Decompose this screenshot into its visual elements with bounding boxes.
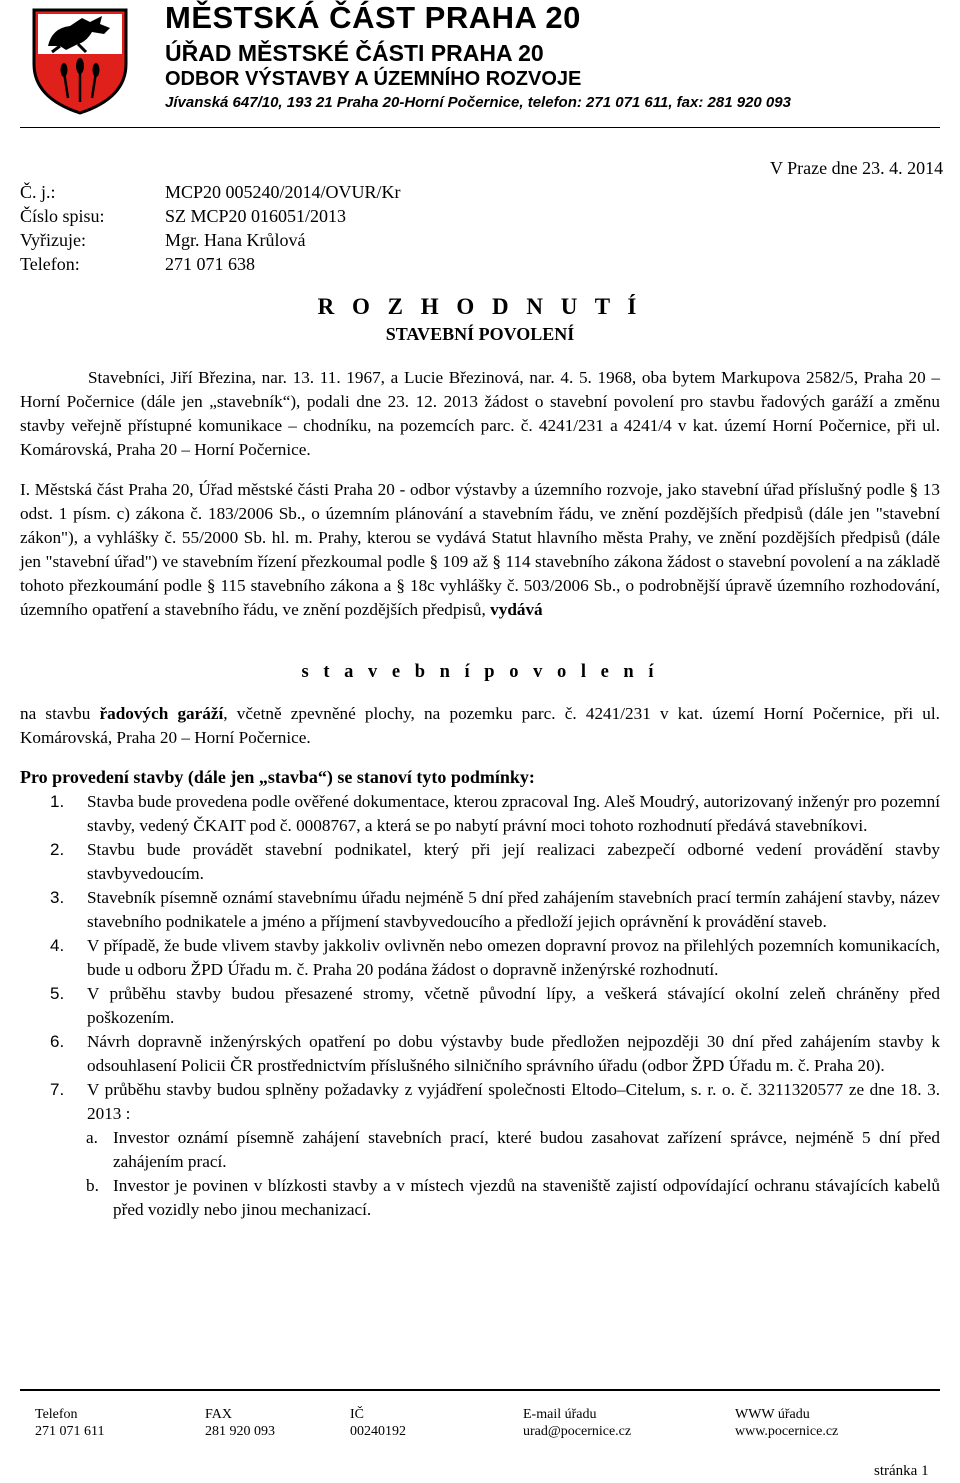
footer-email-value[interactable]: urad@pocernice.cz [523, 1424, 632, 1439]
condition-number: 3. [50, 888, 65, 907]
footer-phone [35, 1406, 104, 1440]
file-number-value: SZ MCP20 016051/2013 [165, 206, 347, 226]
permit-subject-bold: řadových garáží [99, 704, 224, 723]
intro-paragraph [20, 366, 940, 462]
sub-condition-letter: a. [86, 1128, 98, 1147]
permit-subject-lead: na stavbu [20, 704, 91, 723]
condition-item [20, 982, 940, 1030]
condition-item [20, 838, 940, 886]
page-number: stránka 1 [874, 1463, 929, 1479]
header-office: ÚŘAD MĚSTSKÉ ČÁSTI PRAHA 20 [165, 40, 544, 66]
document-date: V Praze dne 23. 4. 2014 [770, 158, 944, 178]
condition-text: Návrh dopravně inženýrských opatření po dobu výstavby bude předložen nejpozději 30 dní před zahájením stavby k odsouhlasení Policii ČR prostřednictvím příslušného silničního správního úřadu (odbor ŽPD Úřadu m. č. Praha 20). [87, 1032, 940, 1075]
permit-title: s t a v e b n í p o v o l e n í [301, 662, 659, 682]
footer-fax-label: FAX [205, 1407, 232, 1422]
condition-item [20, 1030, 940, 1078]
phone-label: Telefon: [20, 254, 80, 274]
condition-text: V průběhu stavby budou přesazené stromy, včetně původní lípy, a veškerá stávající okolní zeleň chráněny před poškozením. [87, 984, 940, 1027]
sub-condition-item [20, 1174, 940, 1222]
footer-ico-label: IČ [350, 1407, 364, 1422]
header-department: ODBOR VÝSTAVBY A ÚZEMNÍHO ROZVOJE [165, 68, 582, 90]
sub-condition-letter: b. [86, 1176, 99, 1195]
decision-title: R O Z H O D N U T Í [317, 294, 643, 319]
footer-phone-value: 271 071 611 [35, 1424, 105, 1439]
footer-web-label: WWW úřadu [735, 1407, 810, 1422]
ref-number-label: Č. j.: [20, 182, 56, 202]
footer-divider [20, 1389, 940, 1391]
phone-value: 271 071 638 [165, 254, 255, 274]
condition-text: Stavebník písemně oznámí stavebnímu úřadu nejméně 5 dní před zahájením stavebních prací termín zahájení stavby, název stavebního podnikatele a jméno a příjmení stavbyvedoucího a předloží jejich oprávnění k provádění staveb. [87, 888, 940, 931]
condition-text: V případě, že bude vlivem stavby jakkoliv ovlivněn nebo omezen dopravní provoz na přilehlých pozemních komunikacích, bude u odboru ŽPD Úřadu m. č. Praha 20 podána žádost o dopravně inženýrské rozhodnutí. [87, 936, 940, 979]
intro-text: Stavebníci, Jiří Březina, nar. 13. 11. 1967, a Lucie Březinová, nar. 4. 5. 1968, oba bytem Markupova 2582/5, Praha 20 – Horní Počernice (dále jen „stavebník“), podali dne 23. 12. 2013 žádost o stavební povolení pro stavbu řadových garáží a změnu stavby veřejně přístupné komunikace – chodníku, na pozemcích parc. č. 4241/231 a 4241/4 v kat. území Horní Počernice, při ul. Komárovská, Praha 20 – Horní Počernice. [20, 368, 940, 459]
header-address: Jívanská 647/10, 193 21 Praha 20-Horní Počernice, telefon: 271 071 611, fax: 281 920 093 [165, 94, 791, 111]
condition-number: 5. [50, 984, 65, 1003]
footer-fax-value: 281 920 093 [205, 1424, 275, 1439]
footer-phone-label: Telefon [35, 1407, 78, 1422]
section-one-verdict: vydává [490, 600, 543, 619]
footer-fax [205, 1406, 275, 1440]
footer-ico [350, 1406, 406, 1440]
condition-number: 4. [50, 936, 65, 955]
condition-item [20, 934, 940, 982]
footer-ico-value: 00240192 [350, 1424, 406, 1439]
condition-text: Stavba bude provedena podle ověřené dokumentace, kterou zpracoval Ing. Aleš Moudrý, autorizovaný inženýr pro pozemní stavby, vedený ČKAIT pod č. 0008767, a která se po nabytí právní moci tohoto rozhodnutí předává stavebníkovi. [87, 792, 940, 835]
section-one-text: I. Městská část Praha 20, Úřad městské části Praha 20 - odbor výstavby a územního rozvoje, jako stavební úřad příslušný podle § 13 odst. 1 písm. c) zákona č. 183/2006 Sb., o územním plánování a stavebním řádu, ve znění pozdějších předpisů (dále jen "stavební zákon"), a vyhlášky č. 55/2000 Sb. hl. m. Prahy, kterou se vydává Statut hlavního města Prahy, ve znění pozdějších předpisů (dále jen "stavební úřad") ve stavebním řízení přezkoumal podle § 109 až § 114 stavebního zákona žádost o stavební povolení a na základě tohoto přezkoumání podle § 115 stavebního zákona a § 18c vyhlášky č. 503/2006 Sb., o podrobnější úpravě územního rozhodování, územního opatření a stavebního řádu, ve znění pozdějších předpisů, [20, 480, 940, 619]
condition-number: 1. [50, 792, 65, 811]
footer-email-label: E-mail úřadu [523, 1407, 597, 1422]
footer-web [735, 1406, 838, 1440]
condition-number: 6. [50, 1032, 65, 1051]
municipal-coat-of-arms-logo [30, 6, 130, 116]
condition-item [20, 790, 940, 838]
header-title: MĚSTSKÁ ČÁST PRAHA 20 [165, 0, 581, 35]
condition-item [20, 886, 940, 934]
section-one-paragraph [20, 478, 940, 622]
footer-web-value[interactable]: www.pocernice.cz [735, 1424, 839, 1439]
sub-condition-text: Investor oznámí písemně zahájení stavebních prací, které budou zasahovat zařízení správce, nejméně 5 dní před zahájením prací. [113, 1128, 940, 1171]
condition-text: Stavbu bude provádět stavební podnikatel, který při její realizaci zabezpečí odborné vedení provádění stavby stavbyvedoucím. [87, 840, 940, 883]
permit-subject-rest: , včetně zpevněné plochy, na pozemku parc. č. 4241/231 v kat. území Horní Počernice, při ul. Komárovská, Praha 20 – Horní Počernice. [20, 704, 940, 747]
condition-text: V průběhu stavby budou splněny požadavky z vyjádření společnosti Eltodo–Citelum, s. r. o. č. 3211320577 ze dne 18. 3. 2013 : [87, 1080, 940, 1123]
sub-condition-item [20, 1126, 940, 1174]
permit-subject-paragraph [20, 702, 940, 750]
condition-number: 7. [50, 1080, 65, 1099]
handler-label: Vyřizuje: [20, 230, 86, 250]
conditions-heading: Pro provedení stavby (dále jen „stavba“) se stanoví tyto podmínky: [20, 767, 535, 787]
decision-subtitle: STAVEBNÍ POVOLENÍ [385, 324, 575, 344]
header-divider [20, 127, 940, 128]
conditions-list [20, 790, 940, 1222]
file-number-label: Číslo spisu: [20, 206, 105, 226]
condition-item [20, 1078, 940, 1126]
condition-number: 2. [50, 840, 65, 859]
handler-value: Mgr. Hana Krůlová [165, 230, 306, 250]
sub-condition-text: Investor je povinen v blízkosti stavby a v místech vjezdů na staveniště zajistí odpovídající ochranu stávajících kabelů před vozidly nebo jinou mechanizací. [113, 1176, 940, 1219]
footer-email [523, 1406, 631, 1440]
ref-number-value: MCP20 005240/2014/OVUR/Kr [165, 182, 401, 202]
